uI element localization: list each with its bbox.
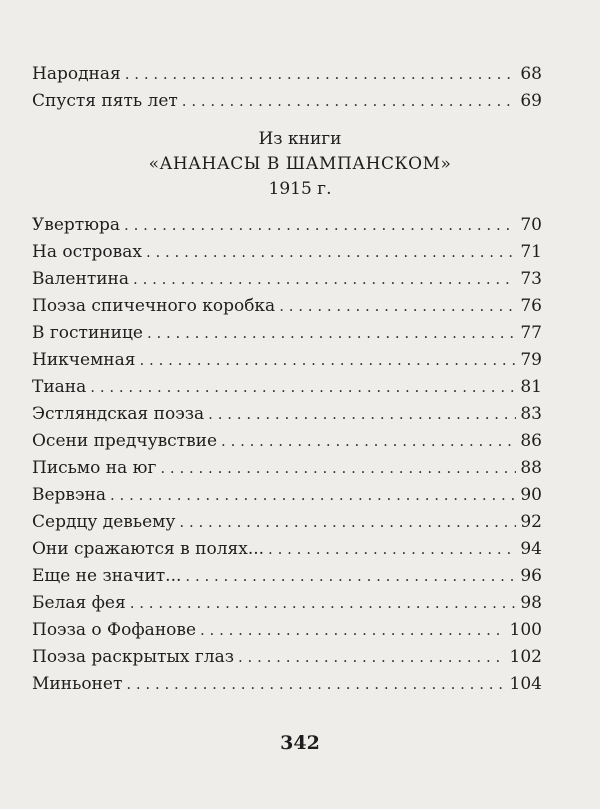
toc-entry: [32, 425, 542, 451]
toc-entry: [32, 290, 542, 316]
toc-entry-page: 69: [520, 91, 542, 111]
section-heading-line1: Из книги: [258, 129, 342, 149]
toc-entry: [32, 398, 542, 424]
toc-entry: [32, 58, 542, 84]
toc-entry-page: 71: [520, 242, 542, 262]
dot-leader: [208, 404, 516, 424]
toc-entry-title: На островах: [32, 242, 142, 262]
page-number: 342: [280, 732, 320, 754]
toc-entry: [32, 344, 542, 370]
toc-entry-page: 102: [509, 647, 542, 667]
toc-entry-page: 98: [520, 593, 542, 613]
toc-entry-title: Они сражаются в полях...: [32, 539, 265, 559]
toc-entry-page: 81: [520, 377, 542, 397]
toc-entry: [32, 533, 542, 559]
toc-entry-title: Письмо на юг: [32, 458, 157, 478]
toc-entry-title: Еще не значит...: [32, 566, 182, 586]
dot-leader: [238, 647, 506, 667]
dot-leader: [126, 674, 505, 694]
toc-entry: [32, 614, 542, 640]
dot-leader: [110, 485, 516, 505]
dot-leader: [133, 269, 516, 289]
toc-entry: [32, 371, 542, 397]
toc-entry: [32, 641, 542, 667]
toc-entry-page: 94: [520, 539, 542, 559]
section-heading-year: 1915 г.: [268, 179, 332, 199]
toc-entry-page: 96: [520, 566, 542, 586]
toc-entry-title: Валентина: [32, 269, 130, 289]
toc-entry: [32, 209, 542, 235]
section-heading-book-title: «АНАНАСЫ В ШАМПАНСКОМ»: [148, 154, 452, 174]
toc-entry: [32, 85, 542, 111]
toc-entry: [32, 317, 542, 343]
toc-entry-page: 70: [520, 215, 542, 235]
dot-leader: [147, 323, 516, 343]
dot-leader: [140, 350, 517, 370]
toc-entry-title: Эстляндская поэза: [32, 404, 205, 424]
dot-leader: [221, 431, 516, 451]
dot-leader: [160, 458, 516, 478]
dot-leader: [200, 620, 506, 640]
toc-entry: [32, 587, 542, 613]
dot-leader: [268, 539, 516, 559]
toc-entry-title: Поэза раскрытых глаз: [32, 647, 235, 667]
toc-entry-page: 77: [520, 323, 542, 343]
toc-entry: [32, 560, 542, 586]
toc-entry: [32, 236, 542, 262]
toc-entry-title: Поэза спичечного коробка: [32, 296, 276, 316]
toc-entry-title: Народная: [32, 64, 121, 84]
dot-leader: [182, 91, 517, 111]
toc-entry-page: 76: [520, 296, 542, 316]
toc-entry-title: Сердцу девьему: [32, 512, 176, 532]
toc-entry-page: 68: [520, 64, 542, 84]
toc-entry-title: Тиана: [32, 377, 87, 397]
toc-entry-title: Осени предчувствие: [32, 431, 218, 451]
toc-entry-title: Поэза о Фофанове: [32, 620, 197, 640]
toc-entry: [32, 263, 542, 289]
toc-entry-title: Увертюра: [32, 215, 121, 235]
dot-leader: [130, 593, 517, 613]
toc-entry-page: 79: [520, 350, 542, 370]
toc-entry-page: 83: [520, 404, 542, 424]
toc-entry-page: 100: [509, 620, 542, 640]
dot-leader: [125, 64, 517, 84]
dot-leader: [124, 215, 516, 235]
toc-entry-title: Белая фея: [32, 593, 126, 613]
toc-entry-title: Никчемная: [32, 350, 136, 370]
toc-entry-title: Миньонет: [32, 674, 123, 694]
toc-entry-page: 88: [520, 458, 542, 478]
toc-entry-title: Спустя пять лет: [32, 91, 178, 111]
toc-entry: [32, 479, 542, 505]
toc-entry-page: 104: [509, 674, 542, 694]
dot-leader: [185, 566, 516, 586]
dot-leader: [146, 242, 516, 262]
dot-leader: [179, 512, 516, 532]
toc-entry-title: В гостинице: [32, 323, 143, 343]
toc-entry-page: 73: [520, 269, 542, 289]
dot-leader: [279, 296, 516, 316]
toc-entry-title: Вервэна: [32, 485, 106, 505]
toc-entry-page: 92: [520, 512, 542, 532]
toc-entry-page: 90: [520, 485, 542, 505]
toc-entry: [32, 668, 542, 694]
toc-entry: [32, 506, 542, 532]
toc-entry: [32, 452, 542, 478]
dot-leader: [90, 377, 516, 397]
toc-entry-page: 86: [520, 431, 542, 451]
